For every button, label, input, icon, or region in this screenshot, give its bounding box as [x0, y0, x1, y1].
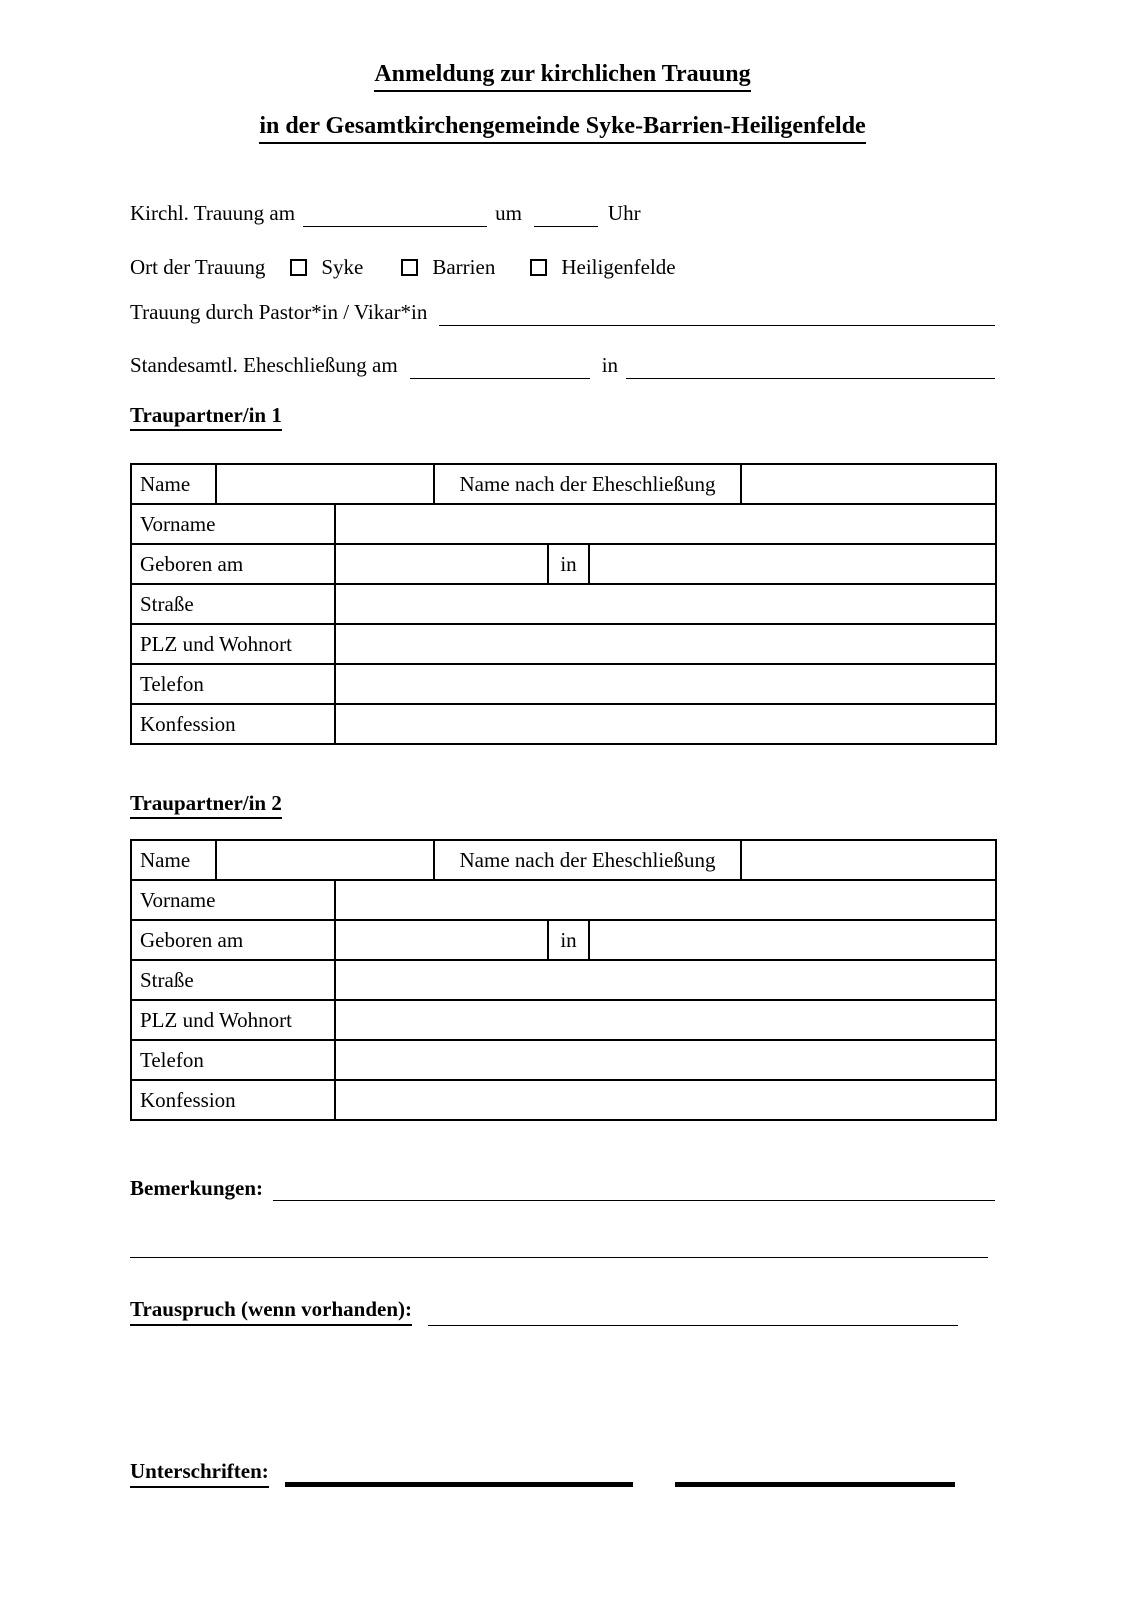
remarks-field-line1[interactable] [273, 1172, 995, 1201]
form-title-line2 [130, 110, 995, 142]
location-option-syke[interactable] [290, 253, 363, 281]
p2-borndate-input-cell[interactable] [335, 920, 548, 960]
p1-denomination-input-cell[interactable] [335, 704, 996, 744]
table-row [131, 664, 996, 704]
p2-street-label-cell: Straße [131, 960, 335, 1000]
p2-denomination-label-cell: Konfession [131, 1080, 335, 1120]
p1-firstname-label-cell: Vorname [131, 504, 335, 544]
p2-phone-input-cell[interactable] [335, 1040, 996, 1080]
checkbox-heiligenfelde[interactable] [530, 259, 547, 276]
partner1-heading [130, 401, 995, 429]
table-row [131, 1040, 996, 1080]
church-wedding-date-label: Kirchl. Trauung am [130, 201, 296, 225]
signatures-row [130, 1458, 995, 1488]
p2-zipcity-label-cell: PLZ und Wohnort [131, 1000, 335, 1040]
partner2-heading [130, 789, 995, 817]
partner1-heading-text: Traupartner/in 1 [130, 403, 282, 431]
p1-borndate-input-cell[interactable] [335, 544, 548, 584]
p1-denomination-label-cell: Konfession [131, 704, 335, 744]
civil-marriage-date-field[interactable] [410, 350, 590, 379]
p2-name-after-input-cell[interactable] [741, 840, 996, 880]
p1-born-label-cell: Geboren am [131, 544, 335, 584]
p2-firstname-label-cell: Vorname [131, 880, 335, 920]
p2-zipcity-input-cell[interactable] [335, 1000, 996, 1040]
p2-bornplace-input-cell[interactable] [589, 920, 996, 960]
location-option-heiligenfelde[interactable] [530, 253, 675, 281]
officiant-name-field[interactable] [439, 297, 995, 326]
table-row [131, 920, 996, 960]
checkbox-heiligenfelde-label: Heiligenfelde [561, 255, 676, 279]
wedding-verse-row [130, 1296, 995, 1326]
table-row [131, 624, 996, 664]
table-row [131, 704, 996, 744]
p2-name-input-cell[interactable] [216, 840, 434, 880]
officiant-row [130, 297, 995, 326]
signatures-label: Unterschriften: [130, 1459, 269, 1488]
checkbox-syke[interactable] [290, 259, 307, 276]
time-unit-label: Uhr [607, 201, 641, 225]
remarks-label: Bemerkungen: [130, 1176, 263, 1200]
signature-field-partner2[interactable] [675, 1482, 955, 1487]
partner1-table [130, 463, 997, 745]
wedding-location-label: Ort der Trauung [130, 255, 266, 279]
p1-bornplace-input-cell[interactable] [589, 544, 996, 584]
remarks-row [130, 1167, 995, 1201]
p1-bornin-label-cell: in [548, 544, 589, 584]
p2-name-after-label-cell: Name nach der Eheschließung [434, 840, 741, 880]
table-row [131, 464, 996, 504]
time-connector-label: um [495, 201, 522, 225]
p1-zipcity-label-cell: PLZ und Wohnort [131, 624, 335, 664]
p2-phone-label-cell: Telefon [131, 1040, 335, 1080]
checkbox-syke-label: Syke [321, 255, 364, 279]
p2-denomination-input-cell[interactable] [335, 1080, 996, 1120]
signature-field-partner1[interactable] [285, 1482, 633, 1487]
wedding-verse-label: Trauspruch (wenn vorhanden): [130, 1297, 412, 1326]
civil-marriage-place-field[interactable] [626, 350, 995, 379]
table-row [131, 840, 996, 880]
p1-name-label-cell: Name [131, 464, 216, 504]
p1-phone-label-cell: Telefon [131, 664, 335, 704]
wedding-location-row [130, 253, 995, 281]
p1-street-input-cell[interactable] [335, 584, 996, 624]
table-row [131, 1000, 996, 1040]
form-title-line1 [130, 58, 995, 90]
p2-name-label-cell: Name [131, 840, 216, 880]
church-wedding-date-field[interactable] [303, 198, 487, 227]
church-wedding-date-row [130, 198, 995, 227]
p1-phone-input-cell[interactable] [335, 664, 996, 704]
church-wedding-time-field[interactable] [534, 198, 598, 227]
form-title-line2-text: in der Gesamtkirchengemeinde Syke-Barrien-Heiligenfelde [259, 113, 865, 144]
checkbox-barrien[interactable] [401, 259, 418, 276]
officiant-label: Trauung durch Pastor*in / Vikar*in [130, 300, 428, 324]
civil-marriage-label: Standesamtl. Eheschließung am [130, 353, 398, 377]
table-row [131, 504, 996, 544]
table-row [131, 960, 996, 1000]
location-option-barrien[interactable] [401, 253, 495, 281]
table-row [131, 544, 996, 584]
civil-marriage-place-connector: in [601, 353, 619, 377]
p2-street-input-cell[interactable] [335, 960, 996, 1000]
table-row [131, 584, 996, 624]
p2-bornin-label-cell: in [548, 920, 589, 960]
p2-born-label-cell: Geboren am [131, 920, 335, 960]
p1-zipcity-input-cell[interactable] [335, 624, 996, 664]
form-title-line1-text: Anmeldung zur kirchlichen Trauung [374, 61, 750, 92]
p1-name-after-label-cell: Name nach der Eheschließung [434, 464, 741, 504]
civil-marriage-row [130, 350, 995, 379]
p2-firstname-input-cell[interactable] [335, 880, 996, 920]
checkbox-barrien-label: Barrien [432, 255, 496, 279]
remarks-field-line2[interactable] [130, 1257, 988, 1258]
p1-firstname-input-cell[interactable] [335, 504, 996, 544]
p1-name-input-cell[interactable] [216, 464, 434, 504]
p1-name-after-input-cell[interactable] [741, 464, 996, 504]
p1-street-label-cell: Straße [131, 584, 335, 624]
wedding-verse-field[interactable] [428, 1297, 958, 1326]
partner2-heading-text: Traupartner/in 2 [130, 791, 282, 819]
table-row [131, 1080, 996, 1120]
partner2-table [130, 839, 997, 1121]
table-row [131, 880, 996, 920]
